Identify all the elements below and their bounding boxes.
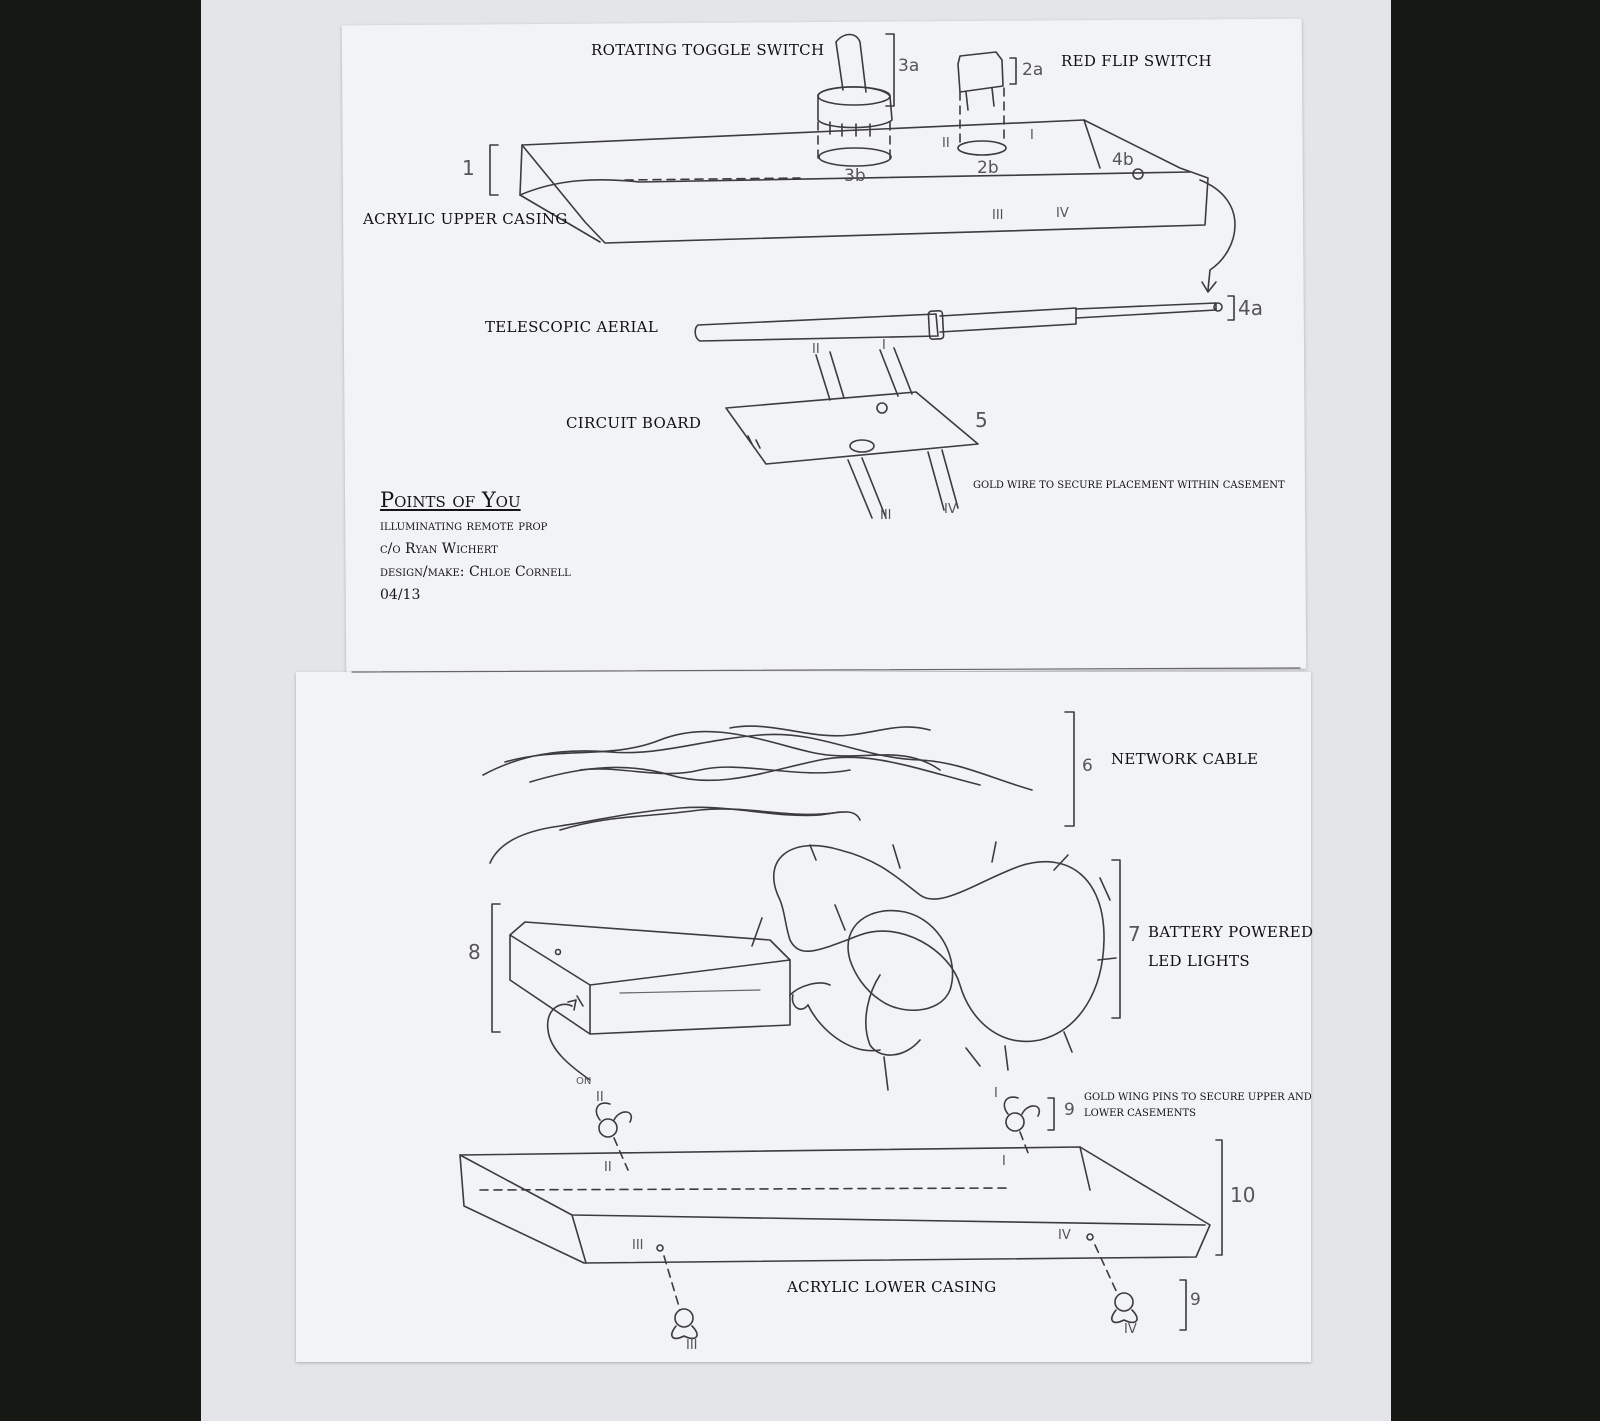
title-block: [380, 488, 571, 607]
title: Points of You: [380, 488, 521, 512]
part-number-9-bottom: 9: [1190, 1290, 1201, 1310]
numeral-lower-i: I: [1002, 1154, 1006, 1169]
label-on: ON: [576, 1076, 592, 1087]
part-number-4a: 4a: [1238, 296, 1263, 320]
part-number-7: 7: [1128, 922, 1141, 946]
credit-client: c/o Ryan Wichert: [380, 541, 498, 557]
part-number-1: 1: [462, 156, 475, 180]
label-circuit-board: CIRCUIT BOARD: [566, 414, 702, 432]
network-cable-drawing: [483, 712, 1074, 863]
numeral-pin-iii: III: [686, 1338, 698, 1353]
label-rotating-toggle-switch: ROTATING TOGGLE SWITCH: [591, 41, 825, 59]
arrow-to-aerial: [1200, 180, 1235, 290]
circuit-board-drawing: [726, 348, 978, 518]
part-number-5: 5: [975, 408, 988, 432]
label-acrylic-upper-casing: ACRYLIC UPPER CASING: [363, 210, 568, 228]
label-red-flip-switch: RED FLIP SWITCH: [1061, 52, 1212, 70]
numeral-lower-ii: II: [604, 1160, 612, 1175]
telescopic-aerial-drawing: [695, 296, 1234, 341]
label-gold-wire: GOLD WIRE TO SECURE PLACEMENT WITHIN CASEMENT: [973, 480, 1285, 491]
part-number-3b: 3b: [844, 166, 866, 186]
credit-design: design/make: Chloe Cornell: [380, 564, 571, 580]
label-battery-powered: BATTERY POWERED: [1148, 923, 1314, 941]
numeral-upper-iv: IV: [1056, 206, 1069, 221]
part-number-3a: 3a: [898, 56, 920, 76]
numeral-upper-iii: III: [992, 208, 1004, 223]
numeral-board-iv: IV: [944, 502, 957, 517]
numeral-pin-ii: II: [596, 1090, 604, 1105]
numeral-board-ii: II: [812, 342, 820, 357]
lower-casing-drawing: [460, 1140, 1222, 1263]
led-lights-drawing: [752, 842, 1120, 1090]
battery-pack-drawing: [492, 904, 830, 1080]
wing-pins-top: [596, 1097, 1054, 1170]
part-number-2b: 2b: [977, 158, 999, 178]
numeral-board-i: I: [882, 338, 886, 353]
numeral-pin-i: I: [994, 1086, 998, 1101]
subtitle: illuminating remote prop: [380, 518, 548, 534]
numeral-pin-iv: IV: [1124, 1322, 1137, 1337]
numeral-lower-iii: III: [632, 1238, 644, 1253]
numeral-lower-iv: IV: [1058, 1228, 1071, 1243]
part-number-2a: 2a: [1022, 60, 1044, 80]
date: 04/13: [380, 587, 421, 603]
label-telescopic-aerial: TELESCOPIC AERIAL: [485, 318, 659, 336]
numeral-board-iii: III: [880, 508, 892, 523]
label-led-lights: LED LIGHTS: [1148, 952, 1250, 970]
part-number-9-top: 9: [1064, 1100, 1075, 1120]
part-number-8: 8: [468, 940, 481, 964]
label-network-cable: NETWORK CABLE: [1111, 750, 1259, 768]
numeral-upper-i: I: [1030, 128, 1034, 143]
label-gold-wing-pins-line2: LOWER CASEMENTS: [1084, 1108, 1196, 1119]
label-acrylic-lower-casing: ACRYLIC LOWER CASING: [787, 1278, 997, 1296]
label-gold-wing-pins-line1: GOLD WING PINS TO SECURE UPPER AND: [1084, 1092, 1312, 1103]
part-number-10: 10: [1230, 1183, 1256, 1207]
part-number-4b: 4b: [1112, 150, 1134, 170]
toggle-switch-drawing: [818, 34, 894, 158]
part-number-6: 6: [1082, 756, 1093, 776]
numeral-upper-ii: II: [942, 136, 950, 151]
flip-switch-drawing: [958, 52, 1016, 146]
